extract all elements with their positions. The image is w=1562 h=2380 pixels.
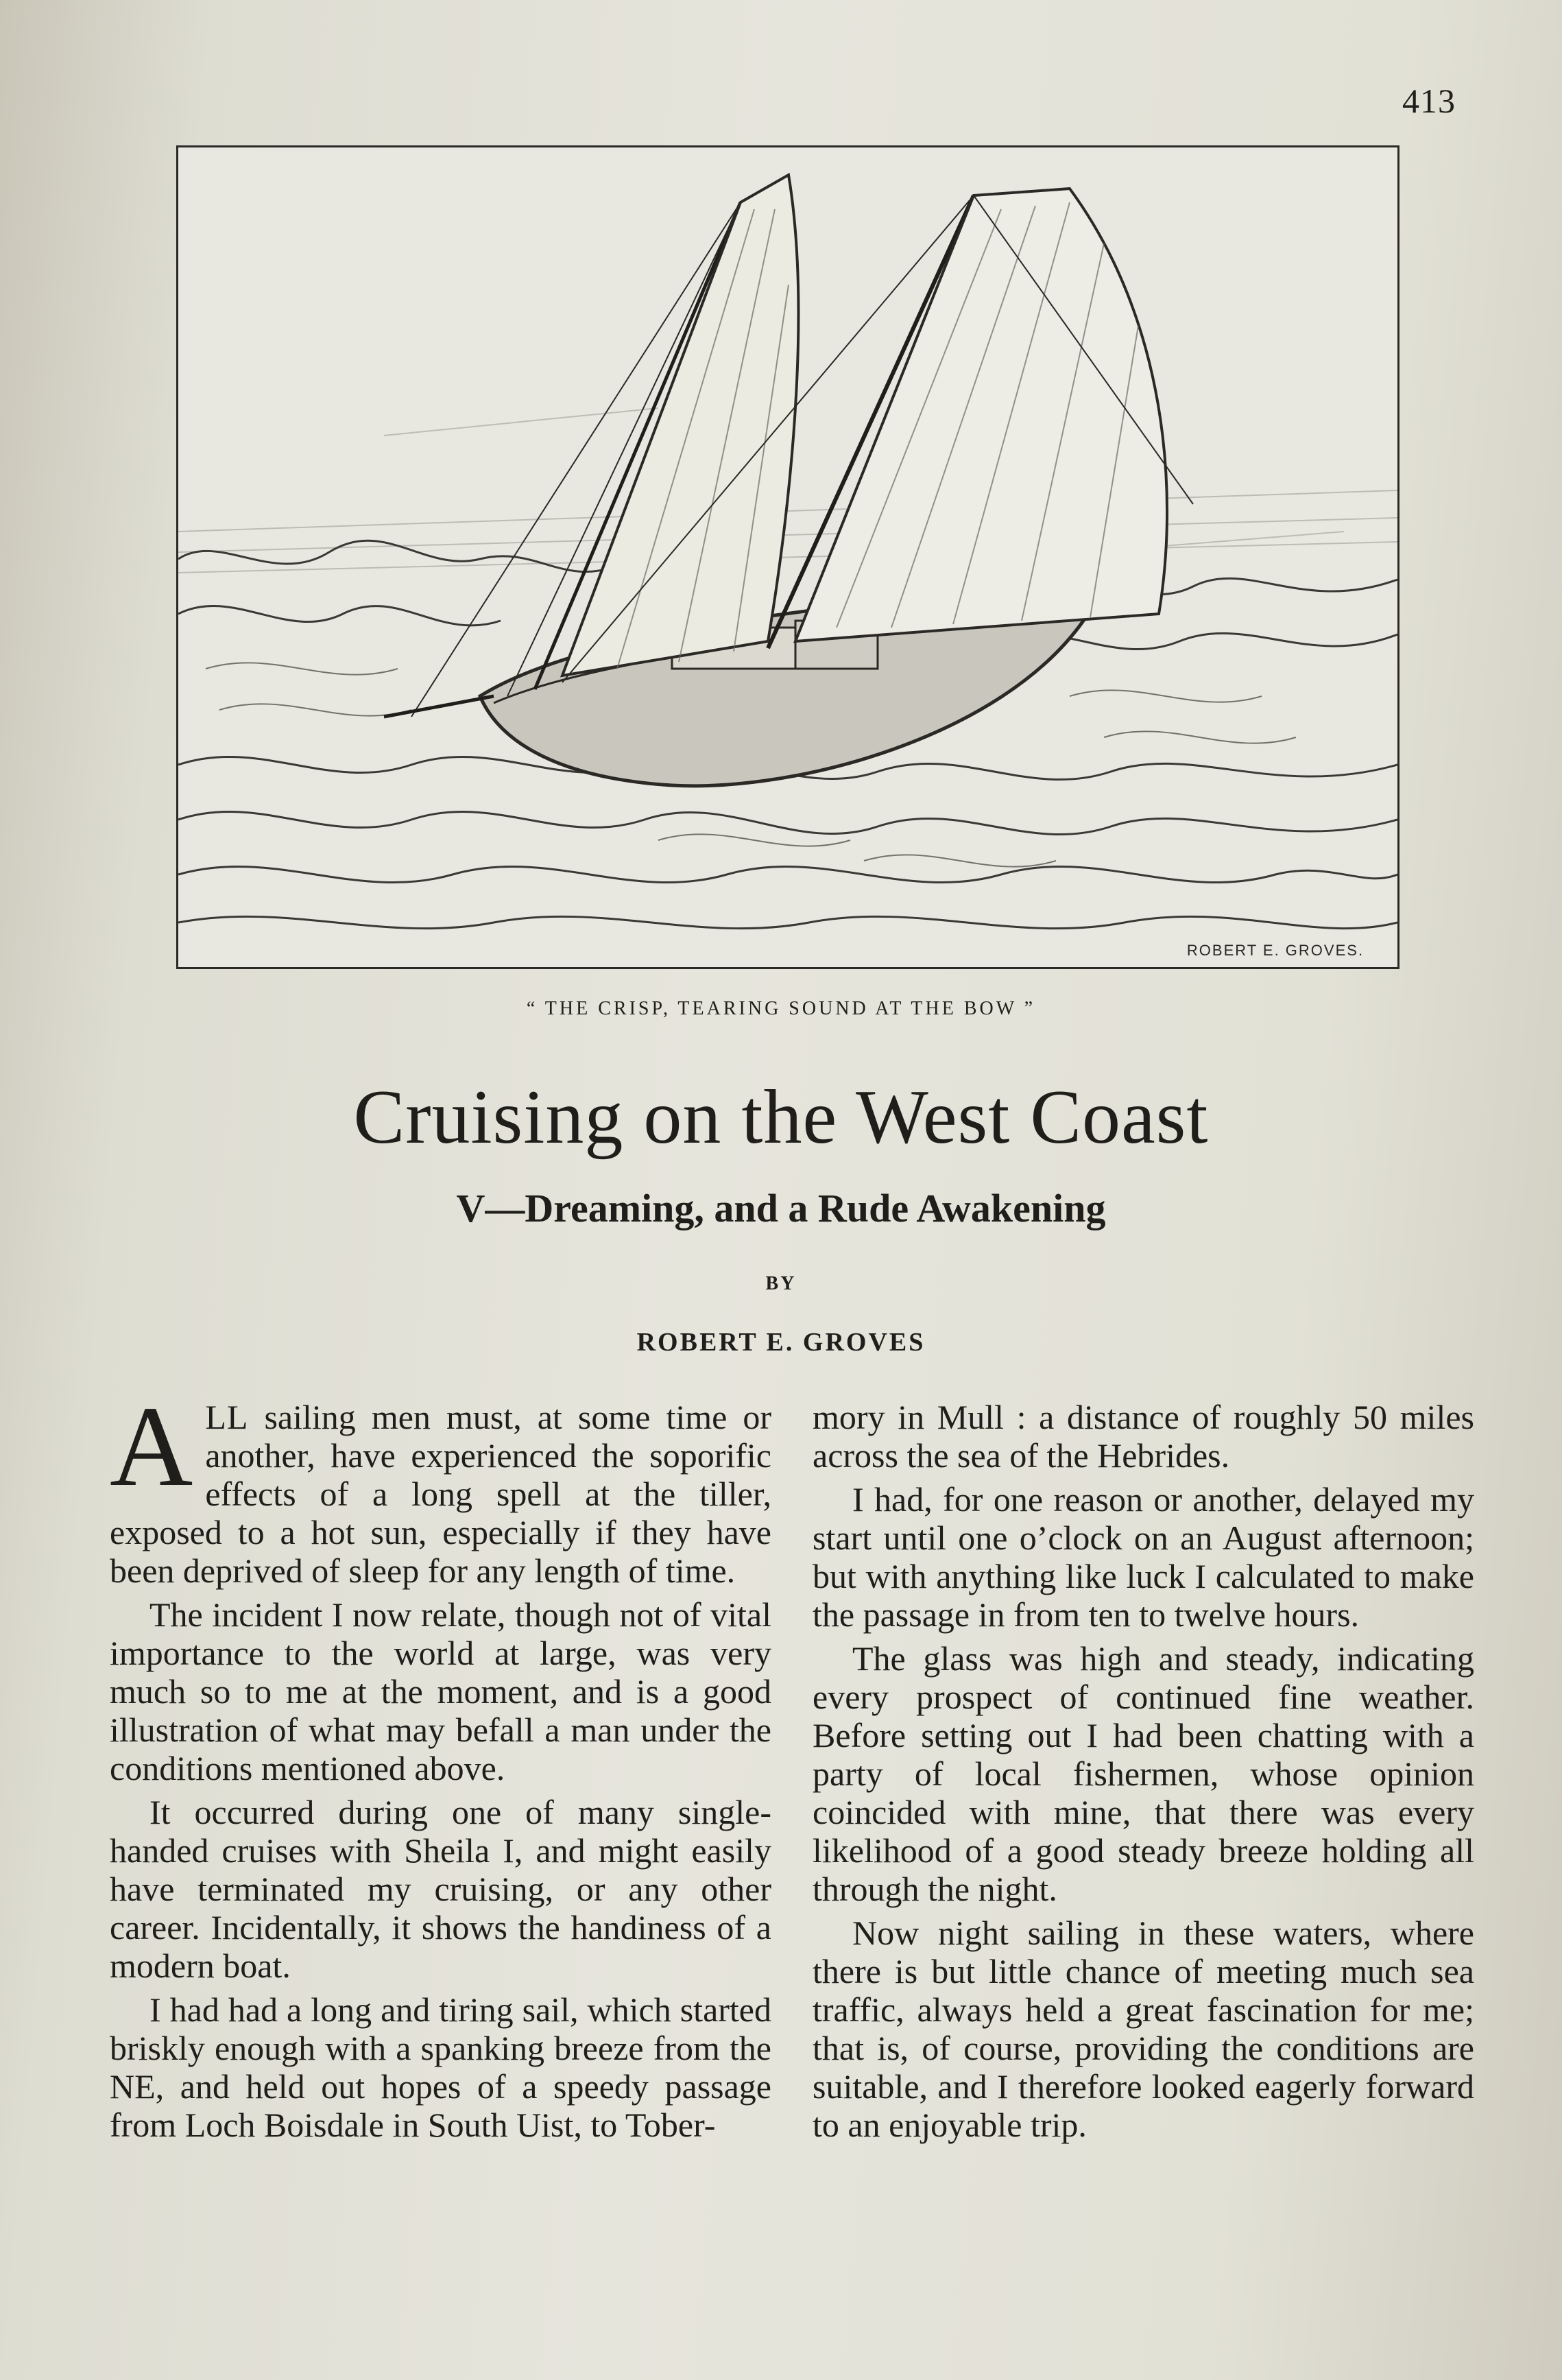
illustration-caption: “ THE CRISP, TEARING SOUND AT THE BOW ” <box>526 998 1036 1019</box>
text-column-left <box>110 1383 771 2150</box>
drop-cap: A <box>110 1383 193 1510</box>
text-column-right <box>813 1398 1474 2150</box>
paragraph: mory in Mull : a distance of roughly 50 miles across the sea of the Hebrides. <box>813 1398 1474 1475</box>
paragraph <box>110 1383 771 1590</box>
paragraph: I had, for one reason or another, delayed my start until one o’clock on an August afternoon; but with anything like luck I calculated to make the passage in from ten to twelve hours. <box>813 1480 1474 1634</box>
illustration-signature: ROBERT E. GROVES. <box>1186 942 1365 959</box>
paragraph: I had had a long and tiring sail, which started briskly enough with a spanking breeze from the NE, and held out hopes of a speedy passage from Loch Boisdale in South Uist, to Tober- <box>110 1990 771 2144</box>
article-subtitle: V—Dreaming, and a Rude Awakening <box>456 1186 1106 1230</box>
paragraph: The incident I now relate, though not of vital importance to the world at large, was very much so to me at the moment, and is a good illustration of what may befall a man under the conditions mentioned above. <box>110 1595 771 1787</box>
paragraph: The glass was high and steady, indicating every prospect of continued fine weather. Before setting out I had been chatting with a party of local fishermen, whose opinion coincided with mine, that there was every likelihood of a good steady breeze holding all through the night. <box>813 1639 1474 1908</box>
byline-by: BY <box>765 1273 797 1294</box>
paragraph: It occurred during one of many single-handed cruises with Sheila I, and might easily have terminated my cruising, or any other career. Incidentally, it shows the handiness of a modern boat. <box>110 1793 771 1985</box>
article-author: ROBERT E. GROVES <box>636 1328 926 1357</box>
paragraph-text: sailing men must, at some time or another, have experienced the soporific effects of a long spell at the tiller, exposed to a hot sun, especially if they have been deprived of sleep for any length of time. <box>110 1398 771 1590</box>
sailboat-illustration <box>176 145 1399 969</box>
paragraph: Now night sailing in these waters, where there is but little chance of meeting much sea traffic, always held a great fascination for me; that is, of course, providing the conditions are suitable, and I therefore looked eagerly forward to an enjoyable trip. <box>813 1914 1474 2144</box>
page-number: 413 <box>1402 82 1456 120</box>
article-title: Cruising on the West Coast <box>353 1075 1209 1160</box>
lead-caps: LL <box>205 1398 249 1436</box>
sailboat-drawing <box>178 147 1397 967</box>
